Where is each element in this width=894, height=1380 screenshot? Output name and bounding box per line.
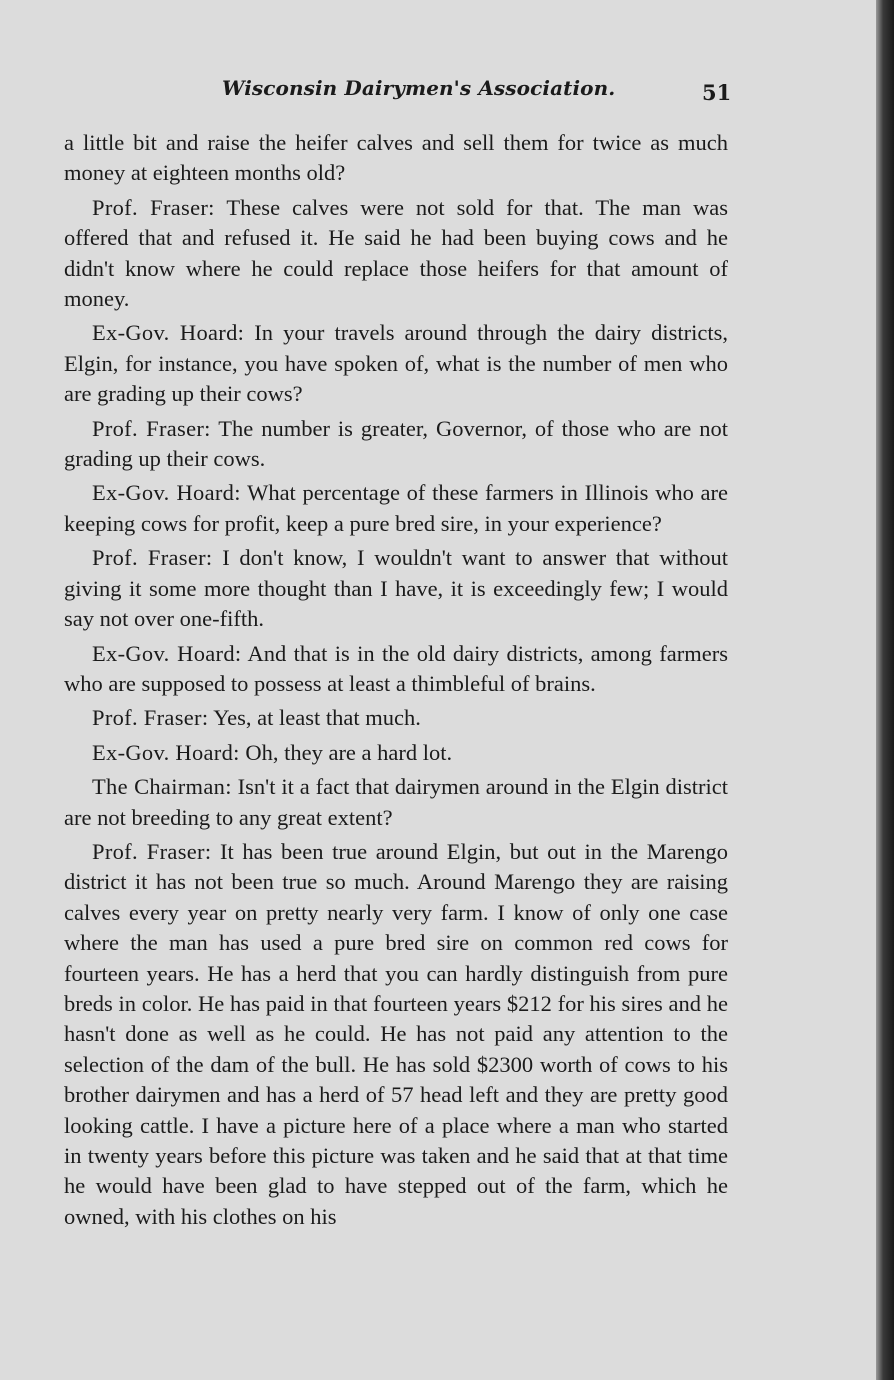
speaker-label: Ex-Gov. Hoard: — [92, 480, 241, 506]
paragraph-3 — [64, 318, 728, 409]
paragraph-2 — [64, 193, 728, 315]
running-title: Wisconsin Dairymen's Association. — [222, 76, 616, 100]
paragraph-1 — [64, 128, 728, 189]
body-text — [64, 128, 728, 1236]
paragraph-9 — [64, 738, 728, 768]
running-head — [0, 72, 876, 112]
paragraph-text: The number is greater, Governor, of those who are not grading up their cows. — [64, 415, 728, 472]
speaker-label: Ex-Gov. Hoard: — [92, 320, 245, 346]
paragraph-8 — [64, 703, 728, 733]
paragraph-text: I don't know, I wouldn't want to answer that without giving it some more thought than I have, it is exceedingly few; I would say not over one-fifth. — [64, 545, 728, 632]
page-number: 51 — [702, 80, 732, 105]
paragraph-text: And that is in the old dairy districts, among farmers who are supposed to possess at least a thimbleful of brains. — [64, 640, 728, 696]
paragraph-7 — [64, 639, 728, 700]
speaker-label: The Chairman: — [92, 774, 232, 800]
speaker-label: Prof. Fraser: — [92, 838, 212, 864]
speaker-label: Ex-Gov. Hoard: — [92, 640, 242, 666]
paragraph-11 — [64, 837, 728, 1232]
paragraph-text: These calves were not sold for that. The man was offered that and refused it. He said he had been buying cows and he didn't know where he could replace those heifers for that amount of money. — [64, 194, 728, 312]
paragraph-4 — [64, 414, 728, 475]
paragraph-10 — [64, 772, 728, 833]
paragraph-6 — [64, 543, 728, 634]
paragraph-text: It has been true around Elgin, but out in the Marengo district it has not been true so much. Around Marengo they are raising calves every year on pretty nearly very farm. I know of only one case where the man has used a pure bred sire on common red cows for fourteen years. He has a herd that you can hardly distinguish from pure breds in color. He has paid in that fourteen years $212 for his sires and he hasn't done as well as he could. He has not paid any attention to the selection of the dam of the bull. He has sold $2300 worth of cows to his brother dairymen and has a herd of 57 head left and they are pretty good looking cattle. I have a picture here of a place where a man who started in twenty years before this picture was taken and he said that at that time he would have been glad to have stepped out of the farm, which he owned, with his clothes on his — [64, 838, 728, 1229]
speaker-label: Ex-Gov. Hoard: — [92, 739, 240, 765]
paragraph-text: Oh, they are a hard lot. — [245, 739, 453, 765]
paragraph-text: In your travels around through the dairy districts, Elgin, for instance, you have spoken of, what is the number of men who are grading up their cows? — [64, 320, 728, 407]
speaker-label: Prof. Fraser: — [92, 705, 209, 731]
paragraph-text: a little bit and raise the heifer calves and sell them for twice as much money at eighteen months old? — [64, 130, 728, 186]
book-binding-edge — [876, 0, 894, 1380]
paragraph-text: Isn't it a fact that dairymen around in the Elgin district are not breeding to any great extent? — [64, 774, 728, 830]
paragraph-text: Yes, at least that much. — [213, 705, 421, 731]
paragraph-5 — [64, 478, 728, 539]
speaker-label: Prof. Fraser: — [92, 194, 215, 220]
paragraph-text: What percentage of these farmers in Illinois who are keeping cows for profit, keep a pure bred sire, in your experience? — [64, 480, 728, 536]
speaker-label: Prof. Fraser: — [92, 415, 211, 441]
speaker-label: Prof. Fraser: — [92, 545, 213, 571]
